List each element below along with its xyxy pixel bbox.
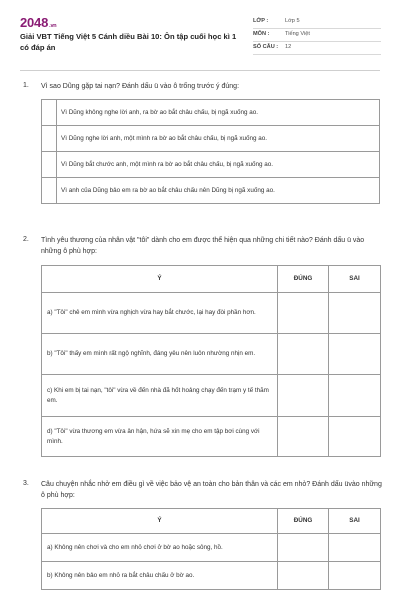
option-text: Vì Dũng không nghe lời anh, ra bờ ao bắt châu chấu, bị ngã xuống ao. — [57, 100, 380, 126]
meta-label: LỚP : — [253, 18, 269, 24]
table-row — [42, 534, 381, 562]
column-header-idea: Ý — [42, 509, 278, 534]
table-row — [42, 126, 380, 152]
wrong-checkbox[interactable] — [329, 417, 381, 457]
correct-checkbox[interactable] — [278, 293, 329, 334]
meta-label: SỐ CÂU : — [253, 44, 279, 50]
table-row — [42, 152, 380, 178]
meta-value: Tiếng Việt — [285, 31, 310, 37]
statement-cell: d) "Tôi" vừa thương em vừa ân hận, hứa sẽ xin mẹ cho em tập bơi cùng với mình. — [42, 417, 278, 457]
question-text: Câu chuyện nhắc nhở em điều gì về việc bảo vệ an toàn cho bản thân và các em nhỏ? Đánh dấu üvào những ô phù hợp: — [41, 481, 382, 499]
statement-cell: a) "Tôi" chê em mình vừa nghịch vừa hay bắt chước, lại hay đòi phần hơn. — [42, 293, 278, 334]
column-header-idea: Ý — [42, 266, 278, 293]
correct-checkbox[interactable] — [278, 534, 329, 562]
meta-class — [253, 15, 381, 29]
option-text: Vì Dũng bắt chước anh, một mình ra bờ ao bắt châu chấu, bị ngã xuống ao. — [57, 152, 380, 178]
column-header-correct: ĐÚNG — [278, 266, 329, 293]
column-header-correct: ĐÚNG — [278, 509, 329, 534]
answer-checkbox[interactable] — [42, 178, 57, 204]
table-row — [42, 334, 381, 375]
table-row — [42, 100, 380, 126]
table-row — [42, 293, 381, 334]
statement-cell: a) Không nên chơi và cho em nhỏ chơi ở bờ ao hoặc sông, hồ. — [42, 534, 278, 562]
table-row — [42, 562, 381, 590]
table-row — [42, 375, 381, 417]
wrong-checkbox[interactable] — [329, 293, 381, 334]
column-header-wrong: SAI — [329, 266, 381, 293]
question-1-options-table — [41, 99, 380, 204]
question-3-table — [41, 508, 381, 590]
logo-main: 2048 — [20, 15, 49, 30]
question-number: 2. — [23, 236, 29, 243]
table-row — [42, 178, 380, 204]
correct-checkbox[interactable] — [278, 334, 329, 375]
meta-label: MÔN : — [253, 31, 270, 37]
statement-cell: b) Không nên bảo em nhỏ ra bắt châu chấu ở bờ ao. — [42, 562, 278, 590]
statement-cell: c) Khi em bị tai nạn, "tôi" vừa về đến nhà đã hốt hoảng chạy đến trạm y tế thăm em. — [42, 375, 278, 417]
question-number: 3. — [23, 480, 29, 487]
header-divider — [20, 70, 380, 71]
option-text: Vì Dũng nghe lời anh, một mình ra bờ ao bắt châu chấu, bị ngã xuống ao. — [57, 126, 380, 152]
statement-cell: b) "Tôi" thấy em mình rất ngộ nghĩnh, đáng yêu nên luôn nhường nhịn em. — [42, 334, 278, 375]
wrong-checkbox[interactable] — [329, 534, 381, 562]
option-text: Vì anh của Dũng bảo em ra bờ ao bắt châu chấu nên Dũng bị ngã xuống ao. — [57, 178, 380, 204]
question-text: Tình yêu thương của nhân vật "tôi" dành cho em được thể hiện qua những chi tiết nào? Đánh dấu ü vào những ô phù hợp: — [41, 237, 365, 255]
meta-count — [253, 41, 381, 55]
site-logo[interactable] — [20, 15, 56, 30]
table-row — [42, 417, 381, 457]
meta-value: Lớp 5 — [285, 18, 300, 24]
logo-suffix: .vn — [49, 23, 57, 29]
correct-checkbox[interactable] — [278, 375, 329, 417]
wrong-checkbox[interactable] — [329, 562, 381, 590]
meta-subject — [253, 28, 381, 42]
answer-checkbox[interactable] — [42, 126, 57, 152]
question-number: 1. — [23, 82, 29, 89]
column-header-wrong: SAI — [329, 509, 381, 534]
table-header-row — [42, 266, 381, 293]
meta-value: 12 — [285, 44, 292, 50]
answer-checkbox[interactable] — [42, 100, 57, 126]
question-2-table — [41, 265, 381, 457]
answer-checkbox[interactable] — [42, 152, 57, 178]
wrong-checkbox[interactable] — [329, 334, 381, 375]
correct-checkbox[interactable] — [278, 562, 329, 590]
correct-checkbox[interactable] — [278, 417, 329, 457]
table-header-row — [42, 509, 381, 534]
wrong-checkbox[interactable] — [329, 375, 381, 417]
page-title: Giải VBT Tiếng Việt 5 Cánh diều Bài 10: Ôn tập cuối học kì 1 có đáp án — [20, 32, 237, 52]
question-text: Vì sao Dũng gặp tai nạn? Đánh dấu ü vào ô trống trước ý đúng: — [41, 83, 240, 90]
